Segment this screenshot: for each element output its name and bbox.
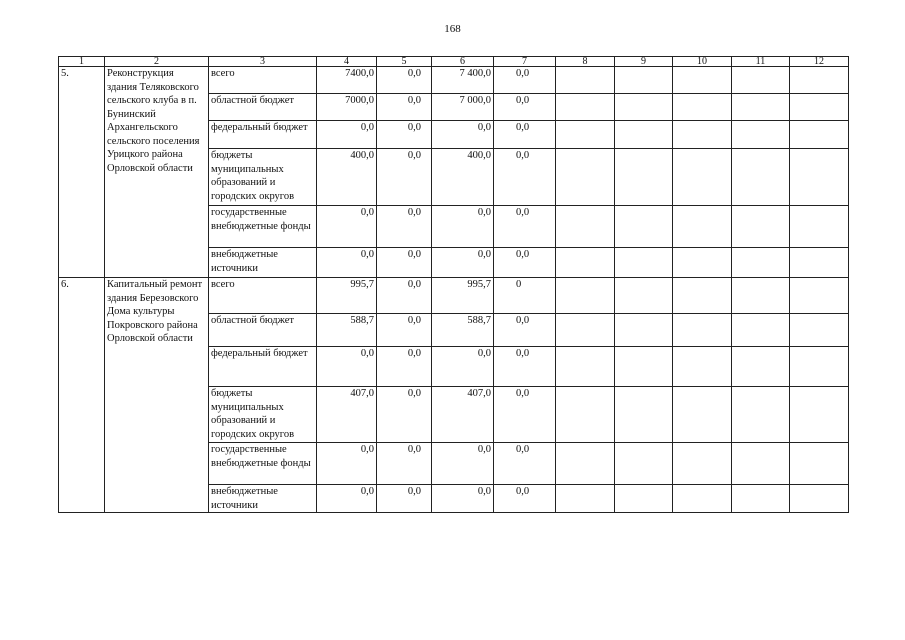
value-cell: 0,0 [432, 206, 494, 248]
value-cell: 995,7 [432, 278, 494, 314]
value-cell: 0,0 [494, 121, 556, 149]
project-number: 6. [59, 278, 105, 513]
value-cell: 0,0 [377, 278, 432, 314]
header-cell: 9 [615, 57, 673, 67]
value-cell: 400,0 [432, 149, 494, 206]
value-cell: 0,0 [377, 121, 432, 149]
value-cell: 0,0 [494, 206, 556, 248]
header-cell: 11 [732, 57, 790, 67]
value-cell: 0,0 [494, 149, 556, 206]
value-cell: 0,0 [432, 121, 494, 149]
table-row [59, 278, 849, 314]
header-cell: 7 [494, 57, 556, 67]
value-cell: 0,0 [317, 248, 377, 278]
funding-source: бюджеты муниципальных образований и городских округов [209, 387, 317, 443]
value-cell: 0,0 [494, 485, 556, 513]
value-cell: 0,0 [494, 387, 556, 443]
value-cell: 0,0 [377, 387, 432, 443]
funding-source: областной бюджет [209, 94, 317, 121]
value-cell: 407,0 [317, 387, 377, 443]
value-cell: 0,0 [317, 485, 377, 513]
funding-source: государственные внебюджетные фонды [209, 206, 317, 248]
header-cell: 10 [673, 57, 732, 67]
value-cell: 0,0 [377, 94, 432, 121]
value-cell: 0 [494, 278, 556, 314]
header-cell: 4 [317, 57, 377, 67]
value-cell: 0,0 [377, 206, 432, 248]
value-cell: 0,0 [494, 443, 556, 485]
value-cell: 0,0 [377, 149, 432, 206]
value-cell: 0,0 [494, 94, 556, 121]
header-row [59, 57, 849, 67]
value-cell: 0,0 [432, 248, 494, 278]
funding-source: федеральный бюджет [209, 121, 317, 149]
value-cell: 0,0 [494, 67, 556, 94]
funding-source: федеральный бюджет [209, 347, 317, 387]
value-cell: 588,7 [432, 314, 494, 347]
value-cell: 995,7 [317, 278, 377, 314]
header-cell: 2 [105, 57, 209, 67]
value-cell: 7 400,0 [432, 67, 494, 94]
funding-source: всего [209, 278, 317, 314]
table-row [59, 67, 849, 94]
funding-source: бюджеты муниципальных образований и городских округов [209, 149, 317, 206]
funding-source: внебюджетные источники [209, 248, 317, 278]
value-cell: 0,0 [317, 121, 377, 149]
value-cell: 7400,0 [317, 67, 377, 94]
value-cell: 0,0 [377, 443, 432, 485]
value-cell: 588,7 [317, 314, 377, 347]
value-cell: 407,0 [432, 387, 494, 443]
value-cell: 0,0 [432, 443, 494, 485]
value-cell: 7 000,0 [432, 94, 494, 121]
project-name: Капитальный ремонт здания Березовского Дома культуры Покровского района Орловской области [105, 278, 209, 513]
header-cell: 6 [432, 57, 494, 67]
budget-table [58, 56, 849, 513]
value-cell: 7000,0 [317, 94, 377, 121]
header-cell: 1 [59, 57, 105, 67]
value-cell: 0,0 [377, 248, 432, 278]
value-cell: 0,0 [317, 443, 377, 485]
header-cell: 12 [790, 57, 849, 67]
funding-source: внебюджетные источники [209, 485, 317, 513]
value-cell: 0,0 [377, 314, 432, 347]
value-cell: 0,0 [317, 347, 377, 387]
value-cell: 0,0 [494, 314, 556, 347]
header-cell: 8 [556, 57, 615, 67]
value-cell: 0,0 [377, 485, 432, 513]
funding-source: всего [209, 67, 317, 94]
project-number: 5. [59, 67, 105, 278]
value-cell: 400,0 [317, 149, 377, 206]
project-name: Реконструкция здания Теляковского сельского клуба в п. Бунинский Архангельского сельского поселения Урицкого района Орловской области [105, 67, 209, 278]
value-cell: 0,0 [494, 347, 556, 387]
value-cell: 0,0 [377, 347, 432, 387]
value-cell: 0,0 [432, 485, 494, 513]
header-cell: 3 [209, 57, 317, 67]
page-number: 168 [444, 23, 461, 35]
value-cell: 0,0 [317, 206, 377, 248]
funding-source: областной бюджет [209, 314, 317, 347]
value-cell: 0,0 [432, 347, 494, 387]
value-cell: 0,0 [377, 67, 432, 94]
funding-source: государственные внебюджетные фонды [209, 443, 317, 485]
value-cell: 0,0 [494, 248, 556, 278]
header-cell: 5 [377, 57, 432, 67]
